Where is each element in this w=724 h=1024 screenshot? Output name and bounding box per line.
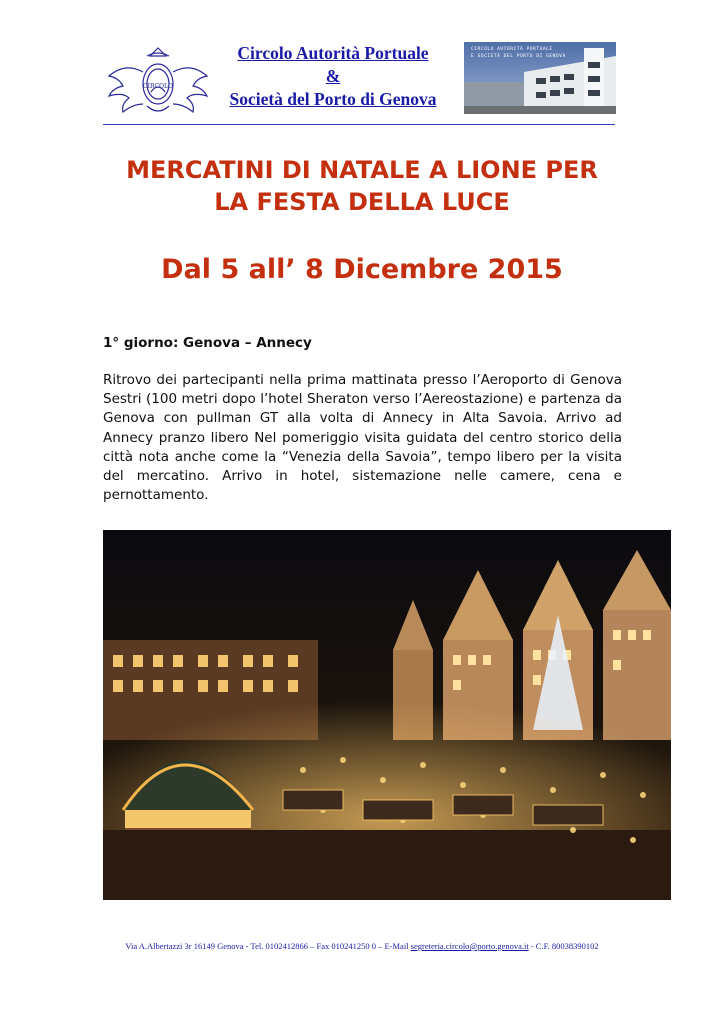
event-dates: Dal 5 all’ 8 Dicembre 2015 (161, 254, 563, 285)
day-1-heading: 1° giorno: Genova – Annecy (103, 335, 312, 351)
photo-caption-line-1: CIRCOLO AUTORITÀ PORTUALE (471, 47, 553, 52)
day-1-description: Ritrovo dei partecipanti nella prima mattinata presso l’Aeroporto di Genova Sestri (100 metri dopo l’hotel Sheraton verso l’Aereostazione) e partenza da Genova con pullman GT alla volta di Annecy in Alta Savoia. Arrivo ad Annecy pranzo libero Nel pomeriggio visita guidata del centro storico della città nota anche come la “Venezia della Savoia”, tempo libero per la visita del mercatino. Arrivo in hotel, sistemazione nelle camere, cena e pernottamento. (103, 372, 622, 504)
footer-cf: - C.F. 80038390102 (528, 941, 599, 951)
footer-email-link[interactable]: segreteria.circolo@porto.genova.it (410, 941, 529, 951)
organization-name (213, 42, 453, 111)
org-line-3: Società del Porto di Genova (229, 89, 437, 109)
document-title (0, 154, 724, 218)
footer-contact (0, 941, 724, 951)
heraldic-crest-icon (103, 42, 213, 120)
svg-text:CIRCOLO: CIRCOLO (143, 83, 173, 90)
letterhead (103, 38, 615, 124)
photo-caption-line-2: E SOCIETÀ DEL PORTO DI GENOVA (471, 54, 566, 59)
org-line-2: & (325, 66, 341, 86)
footer-address: Via A.Albertazzi 3r 16149 Genova - Tel. 0102412866 – Fax 010241250 0 – E-Mail (125, 941, 411, 951)
photo-caption (471, 46, 591, 60)
christmas-market-photo (103, 530, 671, 900)
header-divider (103, 124, 615, 125)
title-line-1: MERCATINI DI NATALE A LIONE PER (126, 156, 598, 184)
org-line-1: Circolo Autorità Portuale (237, 43, 429, 63)
title-line-2: LA FESTA DELLA LUCE (214, 188, 510, 216)
